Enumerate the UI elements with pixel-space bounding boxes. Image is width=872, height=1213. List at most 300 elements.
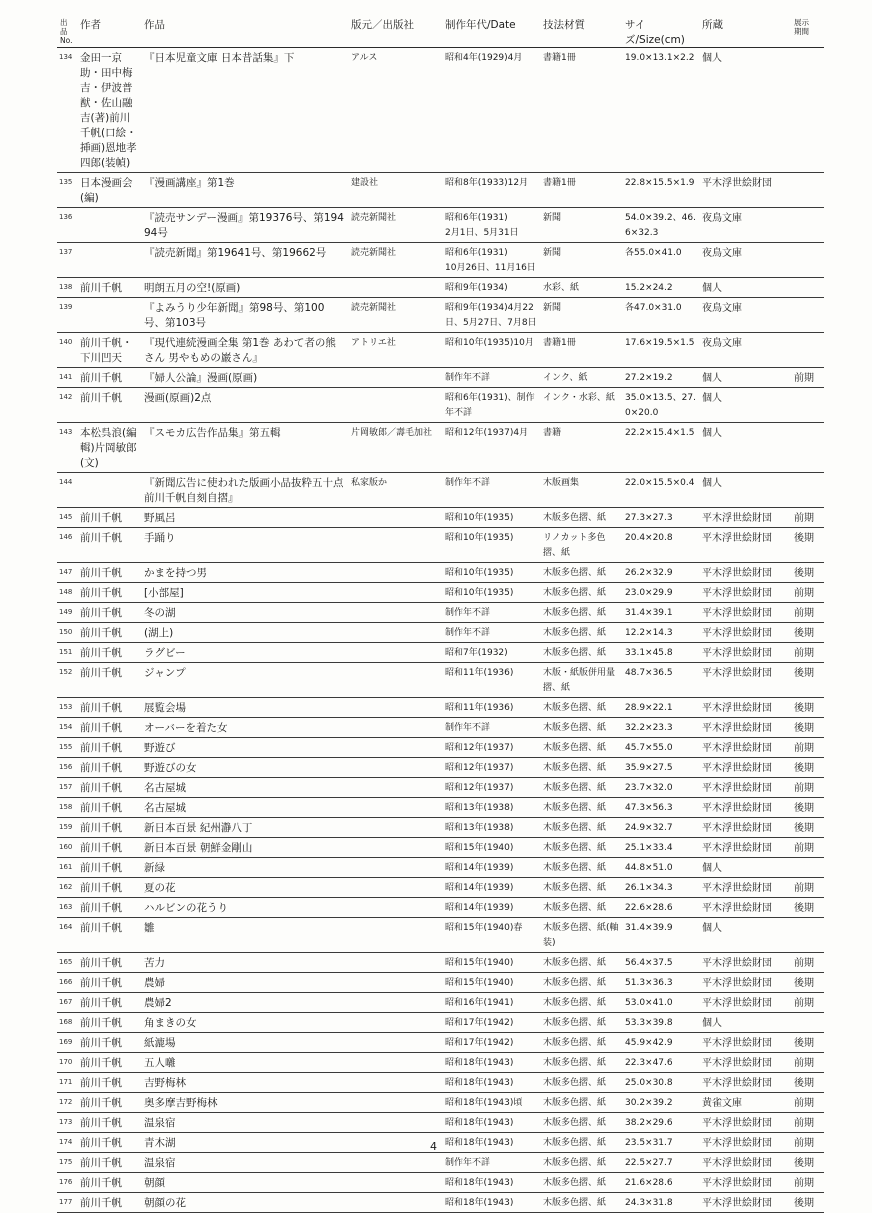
item-number: 145 [57,508,77,528]
period-cell: 前期 [791,838,824,858]
table-row [57,278,824,298]
item-number: 154 [57,718,77,738]
date-cell: 昭和15年(1940) [442,953,540,973]
period-cell: 後期 [791,1033,824,1053]
owner-cell: 平木浮世絵財団 [699,758,791,778]
artist-cell: 前川千帆 [77,1133,141,1153]
publisher-cell [348,878,442,898]
work-title-cell: 『現代連続漫画全集 第1巻 あわて者の熊さん 男やもめの巌さん』 [141,333,348,368]
period-cell: 前期 [791,1133,824,1153]
item-number: 159 [57,818,77,838]
period-cell: 後期 [791,663,824,698]
item-number: 177 [57,1193,77,1213]
publisher-cell [348,1053,442,1073]
header-size: サイズ/Size(cm) [622,17,699,48]
artist-cell: 前川千帆 [77,898,141,918]
work-title-cell: 五人囃 [141,1053,348,1073]
work-title-cell: 『読売新聞』第19641号、第19662号 [141,243,348,278]
size-cell: 19.0×13.1×2.2 [622,48,699,173]
technique-cell: 新聞 [540,208,622,243]
period-cell: 前期 [791,993,824,1013]
page-number: 4 [430,1140,437,1153]
table-row [57,528,824,563]
work-title-cell: 奥多摩吉野梅林 [141,1093,348,1113]
artist-cell: 本松呉浪(編輯)片岡敏郎(文) [77,423,141,473]
technique-cell: 木版画集 [540,473,622,508]
header-no: 出品 No. [57,17,77,48]
size-cell: 27.2×19.2 [622,368,699,388]
item-number: 153 [57,698,77,718]
item-number: 137 [57,243,77,278]
owner-cell: 平木浮世絵財団 [699,1153,791,1173]
period-cell: 後期 [791,698,824,718]
owner-cell: 平木浮世絵財団 [699,878,791,898]
technique-cell: 木版多色摺、紙 [540,878,622,898]
table-row [57,953,824,973]
item-number: 151 [57,643,77,663]
date-cell: 昭和14年(1939) [442,878,540,898]
artist-cell: 前川千帆 [77,508,141,528]
artist-cell: 前川千帆 [77,918,141,953]
publisher-cell [348,278,442,298]
item-number: 168 [57,1013,77,1033]
work-title-cell: 『読売サンデー漫画』第19376号、第19494号 [141,208,348,243]
work-title-cell: 明朗五月の空!(原画) [141,278,348,298]
technique-cell: 木版多色摺、紙 [540,798,622,818]
technique-cell: 木版多色摺、紙 [540,563,622,583]
period-cell [791,278,824,298]
item-number: 166 [57,973,77,993]
catalog-sheet [57,17,824,1213]
period-cell: 後期 [791,818,824,838]
artist-cell: 前川千帆 [77,623,141,643]
date-cell: 制作年不詳 [442,1153,540,1173]
owner-cell: 平木浮世絵財団 [699,778,791,798]
item-number: 148 [57,583,77,603]
table-row [57,973,824,993]
table-row [57,778,824,798]
period-cell [791,423,824,473]
table-row [57,333,824,368]
date-cell: 昭和18年(1943)頃 [442,1093,540,1113]
owner-cell: 平木浮世絵財団 [699,738,791,758]
date-cell: 昭和6年(1931)、制作年不詳 [442,388,540,423]
date-cell: 昭和18年(1943) [442,1173,540,1193]
size-cell: 44.8×51.0 [622,858,699,878]
publisher-cell [348,583,442,603]
date-cell: 昭和12年(1937) [442,758,540,778]
technique-cell: 木版多色摺、紙 [540,698,622,718]
work-title-cell: 漫画(原画)2点 [141,388,348,423]
publisher-cell [348,603,442,623]
technique-cell: 木版多色摺、紙 [540,953,622,973]
owner-cell: 個人 [699,368,791,388]
owner-cell: 個人 [699,858,791,878]
publisher-cell [348,898,442,918]
table-row [57,1113,824,1133]
artist-cell [77,298,141,333]
table-row [57,698,824,718]
work-title-cell: 『日本児童文庫 日本昔話集』下 [141,48,348,173]
work-title-cell: ラグビー [141,643,348,663]
owner-cell: 平木浮世絵財団 [699,718,791,738]
table-header [57,17,824,48]
period-cell [791,1013,824,1033]
size-cell: 30.2×39.2 [622,1093,699,1113]
publisher-cell [348,388,442,423]
work-title-cell: ハルビンの花うり [141,898,348,918]
size-cell: 31.4×39.1 [622,603,699,623]
artist-cell: 前川千帆 [77,838,141,858]
table-row [57,173,824,208]
table-row [57,423,824,473]
period-cell: 前期 [791,368,824,388]
artist-cell: 前川千帆 [77,818,141,838]
size-cell: 51.3×36.3 [622,973,699,993]
owner-cell: 平木浮世絵財団 [699,173,791,208]
date-cell: 昭和17年(1942) [442,1033,540,1053]
period-cell: 前期 [791,508,824,528]
artist-cell: 前川千帆 [77,1153,141,1173]
item-number: 167 [57,993,77,1013]
size-cell: 22.8×15.5×1.9 [622,173,699,208]
artist-cell [77,473,141,508]
publisher-cell: 建設社 [348,173,442,208]
table-row [57,1033,824,1053]
owner-cell: 個人 [699,918,791,953]
size-cell: 32.2×23.3 [622,718,699,738]
owner-cell: 平木浮世絵財団 [699,838,791,858]
size-cell: 22.5×27.7 [622,1153,699,1173]
artist-cell: 前川千帆 [77,1173,141,1193]
item-number: 156 [57,758,77,778]
item-number: 139 [57,298,77,333]
item-number: 171 [57,1073,77,1093]
item-number: 155 [57,738,77,758]
technique-cell: 新聞 [540,243,622,278]
item-number: 141 [57,368,77,388]
table-row [57,898,824,918]
owner-cell: 平木浮世絵財団 [699,563,791,583]
period-cell: 後期 [791,563,824,583]
technique-cell: 木版多色摺、紙 [540,898,622,918]
period-cell [791,388,824,423]
table-row [57,663,824,698]
item-number: 174 [57,1133,77,1153]
item-number: 147 [57,563,77,583]
artist-cell: 前川千帆 [77,953,141,973]
date-cell: 昭和14年(1939) [442,898,540,918]
size-cell: 23.0×29.9 [622,583,699,603]
owner-cell: 平木浮世絵財団 [699,508,791,528]
size-cell: 47.3×56.3 [622,798,699,818]
table-row [57,48,824,173]
work-title-cell: (湖上) [141,623,348,643]
artist-cell: 前川千帆 [77,738,141,758]
artist-cell [77,243,141,278]
technique-cell: 木版多色摺、紙 [540,603,622,623]
period-cell: 後期 [791,623,824,643]
owner-cell: 個人 [699,1013,791,1033]
technique-cell: 水彩、紙 [540,278,622,298]
work-title-cell: 農婦 [141,973,348,993]
period-cell [791,333,824,368]
date-cell: 昭和8年(1933)12月 [442,173,540,208]
artist-cell: 前川千帆 [77,563,141,583]
technique-cell: 木版多色摺、紙 [540,508,622,528]
size-cell: 22.0×15.5×0.4 [622,473,699,508]
table-row [57,1093,824,1113]
item-number: 138 [57,278,77,298]
technique-cell: 書籍1冊 [540,173,622,208]
date-cell: 昭和13年(1938) [442,798,540,818]
date-cell: 昭和4年(1929)4月 [442,48,540,173]
work-title-cell: 新緑 [141,858,348,878]
table-row [57,818,824,838]
date-cell: 昭和10年(1935) [442,563,540,583]
work-title-cell: 『新聞広告に使われた版画小品抜粋五十点 前川千帆自刻自摺』 [141,473,348,508]
technique-cell: 木版多色摺、紙 [540,758,622,778]
owner-cell: 平木浮世絵財団 [699,1173,791,1193]
artist-cell: 前川千帆 [77,368,141,388]
artist-cell: 前川千帆 [77,278,141,298]
item-number: 142 [57,388,77,423]
technique-cell: 木版多色摺、紙 [540,993,622,1013]
technique-cell: 木版多色摺、紙 [540,838,622,858]
technique-cell: インク・水彩、紙 [540,388,622,423]
date-cell: 昭和18年(1943) [442,1053,540,1073]
period-cell: 後期 [791,898,824,918]
owner-cell: 平木浮世絵財団 [699,798,791,818]
work-title-cell: 野風呂 [141,508,348,528]
artist-cell: 前川千帆・下川凹天 [77,333,141,368]
size-cell: 33.1×45.8 [622,643,699,663]
date-cell: 昭和14年(1939) [442,858,540,878]
publisher-cell [348,528,442,563]
date-cell: 昭和7年(1932) [442,643,540,663]
period-cell: 前期 [791,953,824,973]
date-cell: 昭和10年(1935) [442,508,540,528]
item-number: 172 [57,1093,77,1113]
publisher-cell [348,858,442,878]
table-row [57,1193,824,1213]
header-publisher: 版元／出版社 [348,17,442,48]
technique-cell: 新聞 [540,298,622,333]
publisher-cell [348,738,442,758]
artist-cell: 前川千帆 [77,603,141,623]
publisher-cell [348,918,442,953]
table-row [57,1153,824,1173]
artist-cell [77,208,141,243]
owner-cell: 平木浮世絵財団 [699,603,791,623]
size-cell: 15.2×24.2 [622,278,699,298]
header-artist: 作者 [77,17,141,48]
period-cell [791,858,824,878]
work-title-cell: かまを持つ男 [141,563,348,583]
work-title-cell: [小部屋] [141,583,348,603]
work-title-cell: オーバーを着た女 [141,718,348,738]
work-title-cell: 朝顔 [141,1173,348,1193]
table-row [57,878,824,898]
date-cell: 制作年不詳 [442,473,540,508]
technique-cell: 木版多色摺、紙(軸装) [540,918,622,953]
period-cell: 後期 [791,1073,824,1093]
date-cell: 昭和15年(1940)春 [442,918,540,953]
size-cell: 26.2×32.9 [622,563,699,583]
period-cell: 前期 [791,643,824,663]
work-title-cell: 名古屋城 [141,778,348,798]
publisher-cell [348,563,442,583]
publisher-cell [348,698,442,718]
owner-cell: 個人 [699,388,791,423]
period-cell [791,48,824,173]
item-number: 161 [57,858,77,878]
technique-cell: 書籍 [540,423,622,473]
publisher-cell [348,838,442,858]
period-cell: 後期 [791,758,824,778]
item-number: 175 [57,1153,77,1173]
table-row [57,583,824,603]
work-title-cell: 青木湖 [141,1133,348,1153]
work-title-cell: 『スモカ広告作品集』第五輯 [141,423,348,473]
owner-cell: 個人 [699,48,791,173]
period-cell: 前期 [791,778,824,798]
owner-cell: 夜鳥文庫 [699,243,791,278]
date-cell: 昭和12年(1937) [442,738,540,758]
date-cell: 昭和18年(1943) [442,1113,540,1133]
date-cell: 昭和10年(1935)10月 [442,333,540,368]
publisher-cell [348,1173,442,1193]
publisher-cell: 読売新聞社 [348,208,442,243]
technique-cell: 木版多色摺、紙 [540,778,622,798]
table-row [57,838,824,858]
work-title-cell: 温泉宿 [141,1113,348,1133]
size-cell: 12.2×14.3 [622,623,699,643]
work-title-cell: 冬の湖 [141,603,348,623]
table-row [57,298,824,333]
size-cell: 26.1×34.3 [622,878,699,898]
work-title-cell: 温泉宿 [141,1153,348,1173]
period-cell [791,298,824,333]
table-row [57,473,824,508]
table-row [57,1013,824,1033]
owner-cell: 黄雀文庫 [699,1093,791,1113]
period-cell: 後期 [791,528,824,563]
table-row [57,603,824,623]
table-row [57,1053,824,1073]
technique-cell: 木版・紙版併用量摺、紙 [540,663,622,698]
item-number: 170 [57,1053,77,1073]
date-cell: 制作年不詳 [442,368,540,388]
publisher-cell [348,643,442,663]
date-cell: 昭和10年(1935) [442,528,540,563]
owner-cell: 平木浮世絵財団 [699,698,791,718]
item-number: 140 [57,333,77,368]
period-cell: 前期 [791,1113,824,1133]
work-title-cell: 『婦人公論』漫画(原画) [141,368,348,388]
publisher-cell [348,1093,442,1113]
publisher-cell [348,368,442,388]
date-cell: 制作年不詳 [442,623,540,643]
artist-cell: 前川千帆 [77,388,141,423]
owner-cell: 平木浮世絵財団 [699,643,791,663]
date-cell: 昭和9年(1934) [442,278,540,298]
artist-cell: 前川千帆 [77,718,141,738]
table-row [57,1173,824,1193]
size-cell: 53.0×41.0 [622,993,699,1013]
work-title-cell: 野遊び [141,738,348,758]
artist-cell: 前川千帆 [77,778,141,798]
work-title-cell: 『よみうり少年新聞』第98号、第100号、第103号 [141,298,348,333]
owner-cell: 平木浮世絵財団 [699,953,791,973]
work-title-cell: 新日本百景 朝鮮金剛山 [141,838,348,858]
item-number: 149 [57,603,77,623]
technique-cell: 木版多色摺、紙 [540,1033,622,1053]
size-cell: 20.4×20.8 [622,528,699,563]
technique-cell: 書籍1冊 [540,333,622,368]
period-cell: 前期 [791,738,824,758]
technique-cell: 木版多色摺、紙 [540,1113,622,1133]
publisher-cell [348,1073,442,1093]
work-title-cell: 名古屋城 [141,798,348,818]
publisher-cell [348,1113,442,1133]
publisher-cell: 読売新聞社 [348,298,442,333]
work-title-cell: 『漫画講座』第1巻 [141,173,348,208]
size-cell: 28.9×22.1 [622,698,699,718]
artist-cell: 前川千帆 [77,643,141,663]
publisher-cell: 読売新聞社 [348,243,442,278]
date-cell: 昭和13年(1938) [442,818,540,838]
technique-cell: 木版多色摺、紙 [540,973,622,993]
artist-cell: 前川千帆 [77,698,141,718]
header-period: 展示 期間 [791,17,824,48]
table-row [57,508,824,528]
date-cell: 昭和18年(1943) [442,1193,540,1213]
period-cell: 前期 [791,583,824,603]
technique-cell: 木版多色摺、紙 [540,1133,622,1153]
size-cell: 21.6×28.6 [622,1173,699,1193]
date-cell: 制作年不詳 [442,603,540,623]
size-cell: 35.9×27.5 [622,758,699,778]
publisher-cell: 私家版か [348,473,442,508]
owner-cell: 平木浮世絵財団 [699,1193,791,1213]
work-title-cell: 紙漉場 [141,1033,348,1053]
artist-cell: 前川千帆 [77,1113,141,1133]
table-row [57,1133,824,1153]
date-cell: 昭和6年(1931) 10月26日、11月16日 [442,243,540,278]
date-cell: 昭和18年(1943) [442,1133,540,1153]
period-cell: 前期 [791,878,824,898]
artist-cell: 前川千帆 [77,528,141,563]
work-title-cell: 朝顔の花 [141,1193,348,1213]
size-cell: 56.4×37.5 [622,953,699,973]
owner-cell: 夜鳥文庫 [699,298,791,333]
period-cell: 前期 [791,1093,824,1113]
date-cell: 昭和17年(1942) [442,1013,540,1033]
item-number: 176 [57,1173,77,1193]
date-cell: 昭和12年(1937) [442,778,540,798]
period-cell [791,243,824,278]
item-number: 144 [57,473,77,508]
period-cell: 後期 [791,1153,824,1173]
owner-cell: 夜鳥文庫 [699,208,791,243]
owner-cell: 平木浮世絵財団 [699,663,791,698]
size-cell: 27.3×27.3 [622,508,699,528]
work-title-cell: 展覧会場 [141,698,348,718]
publisher-cell: アトリエ社 [348,333,442,368]
publisher-cell [348,1153,442,1173]
table-row [57,208,824,243]
